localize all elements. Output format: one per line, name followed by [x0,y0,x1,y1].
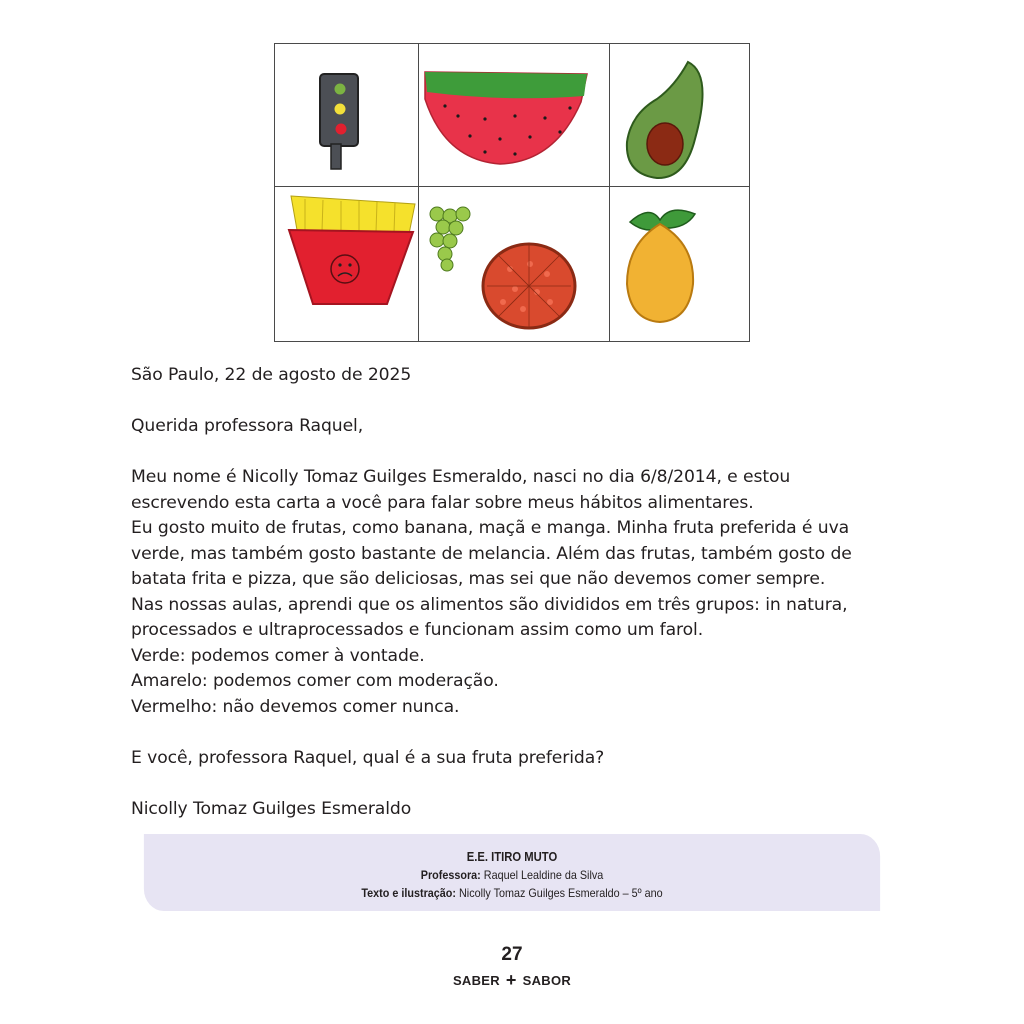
body-line: processados e ultraprocessados e funcionam assim como um farol. [131,620,704,640]
french-fries-drawing [289,196,415,304]
mango-drawing [627,210,695,322]
closing-question: E você, professora Raquel, qual é a sua fruta preferida? [131,747,605,768]
pizza-drawing [483,244,575,328]
teacher-label: Professora: [420,868,481,882]
drawings [275,44,751,343]
watermelon-drawing [425,72,587,164]
date-line: São Paulo, 22 de agosto de 2025 [131,365,412,385]
avocado-drawing [627,62,703,178]
author-name: Nicolly Tomaz Guilges Esmeraldo – 5º ano [455,886,663,900]
grapes-drawing [430,207,470,271]
body-line: Amarelo: podemos comer com moderação. [131,671,499,691]
signature: Nicolly Tomaz Guilges Esmeraldo [131,798,412,819]
teacher-name: Raquel Lealdine da Silva [480,868,604,882]
body-line: Nas nossas aulas, aprendi que os alimentos são divididos em três grupos: in natura, [131,594,848,615]
letter-text [131,363,911,822]
author-label: Texto e ilustração: [361,886,456,900]
traffic-light-drawing [320,74,358,169]
school-name: E.E. ITIRO MUTO [466,850,558,864]
brand-plus: + [505,970,517,990]
teacher-credit [144,866,880,884]
drawing-illustration [274,43,750,342]
body-line: verde, mas também gosto bastante de melancia. Além das frutas, também gosto de [131,543,852,564]
brand-left: SABER [452,973,500,988]
author-credit [144,884,880,902]
greeting: Querida professora Raquel, [131,416,364,436]
body-line: Verde: podemos comer à vontade. [131,645,425,666]
letter-body [131,465,911,720]
credits-box [144,834,880,911]
body-line: escrevendo esta carta a você para falar sobre meus hábitos alimentares. [131,492,754,513]
body-line: Vermelho: não devemos comer nunca. [131,696,460,717]
brand-right: SABOR [522,973,572,988]
body-line: Meu nome é Nicolly Tomaz Guilges Esmeraldo, nasci no dia 6/8/2014, e estou [131,467,791,487]
body-line: batata frita e pizza, que são deliciosas, mas sei que não devemos comer sempre. [131,569,826,589]
publication-brand [0,970,1024,991]
page-number: 27 [501,944,523,965]
body-line: Eu gosto muito de frutas, como banana, maçã e manga. Minha fruta preferida é uva [131,518,850,538]
